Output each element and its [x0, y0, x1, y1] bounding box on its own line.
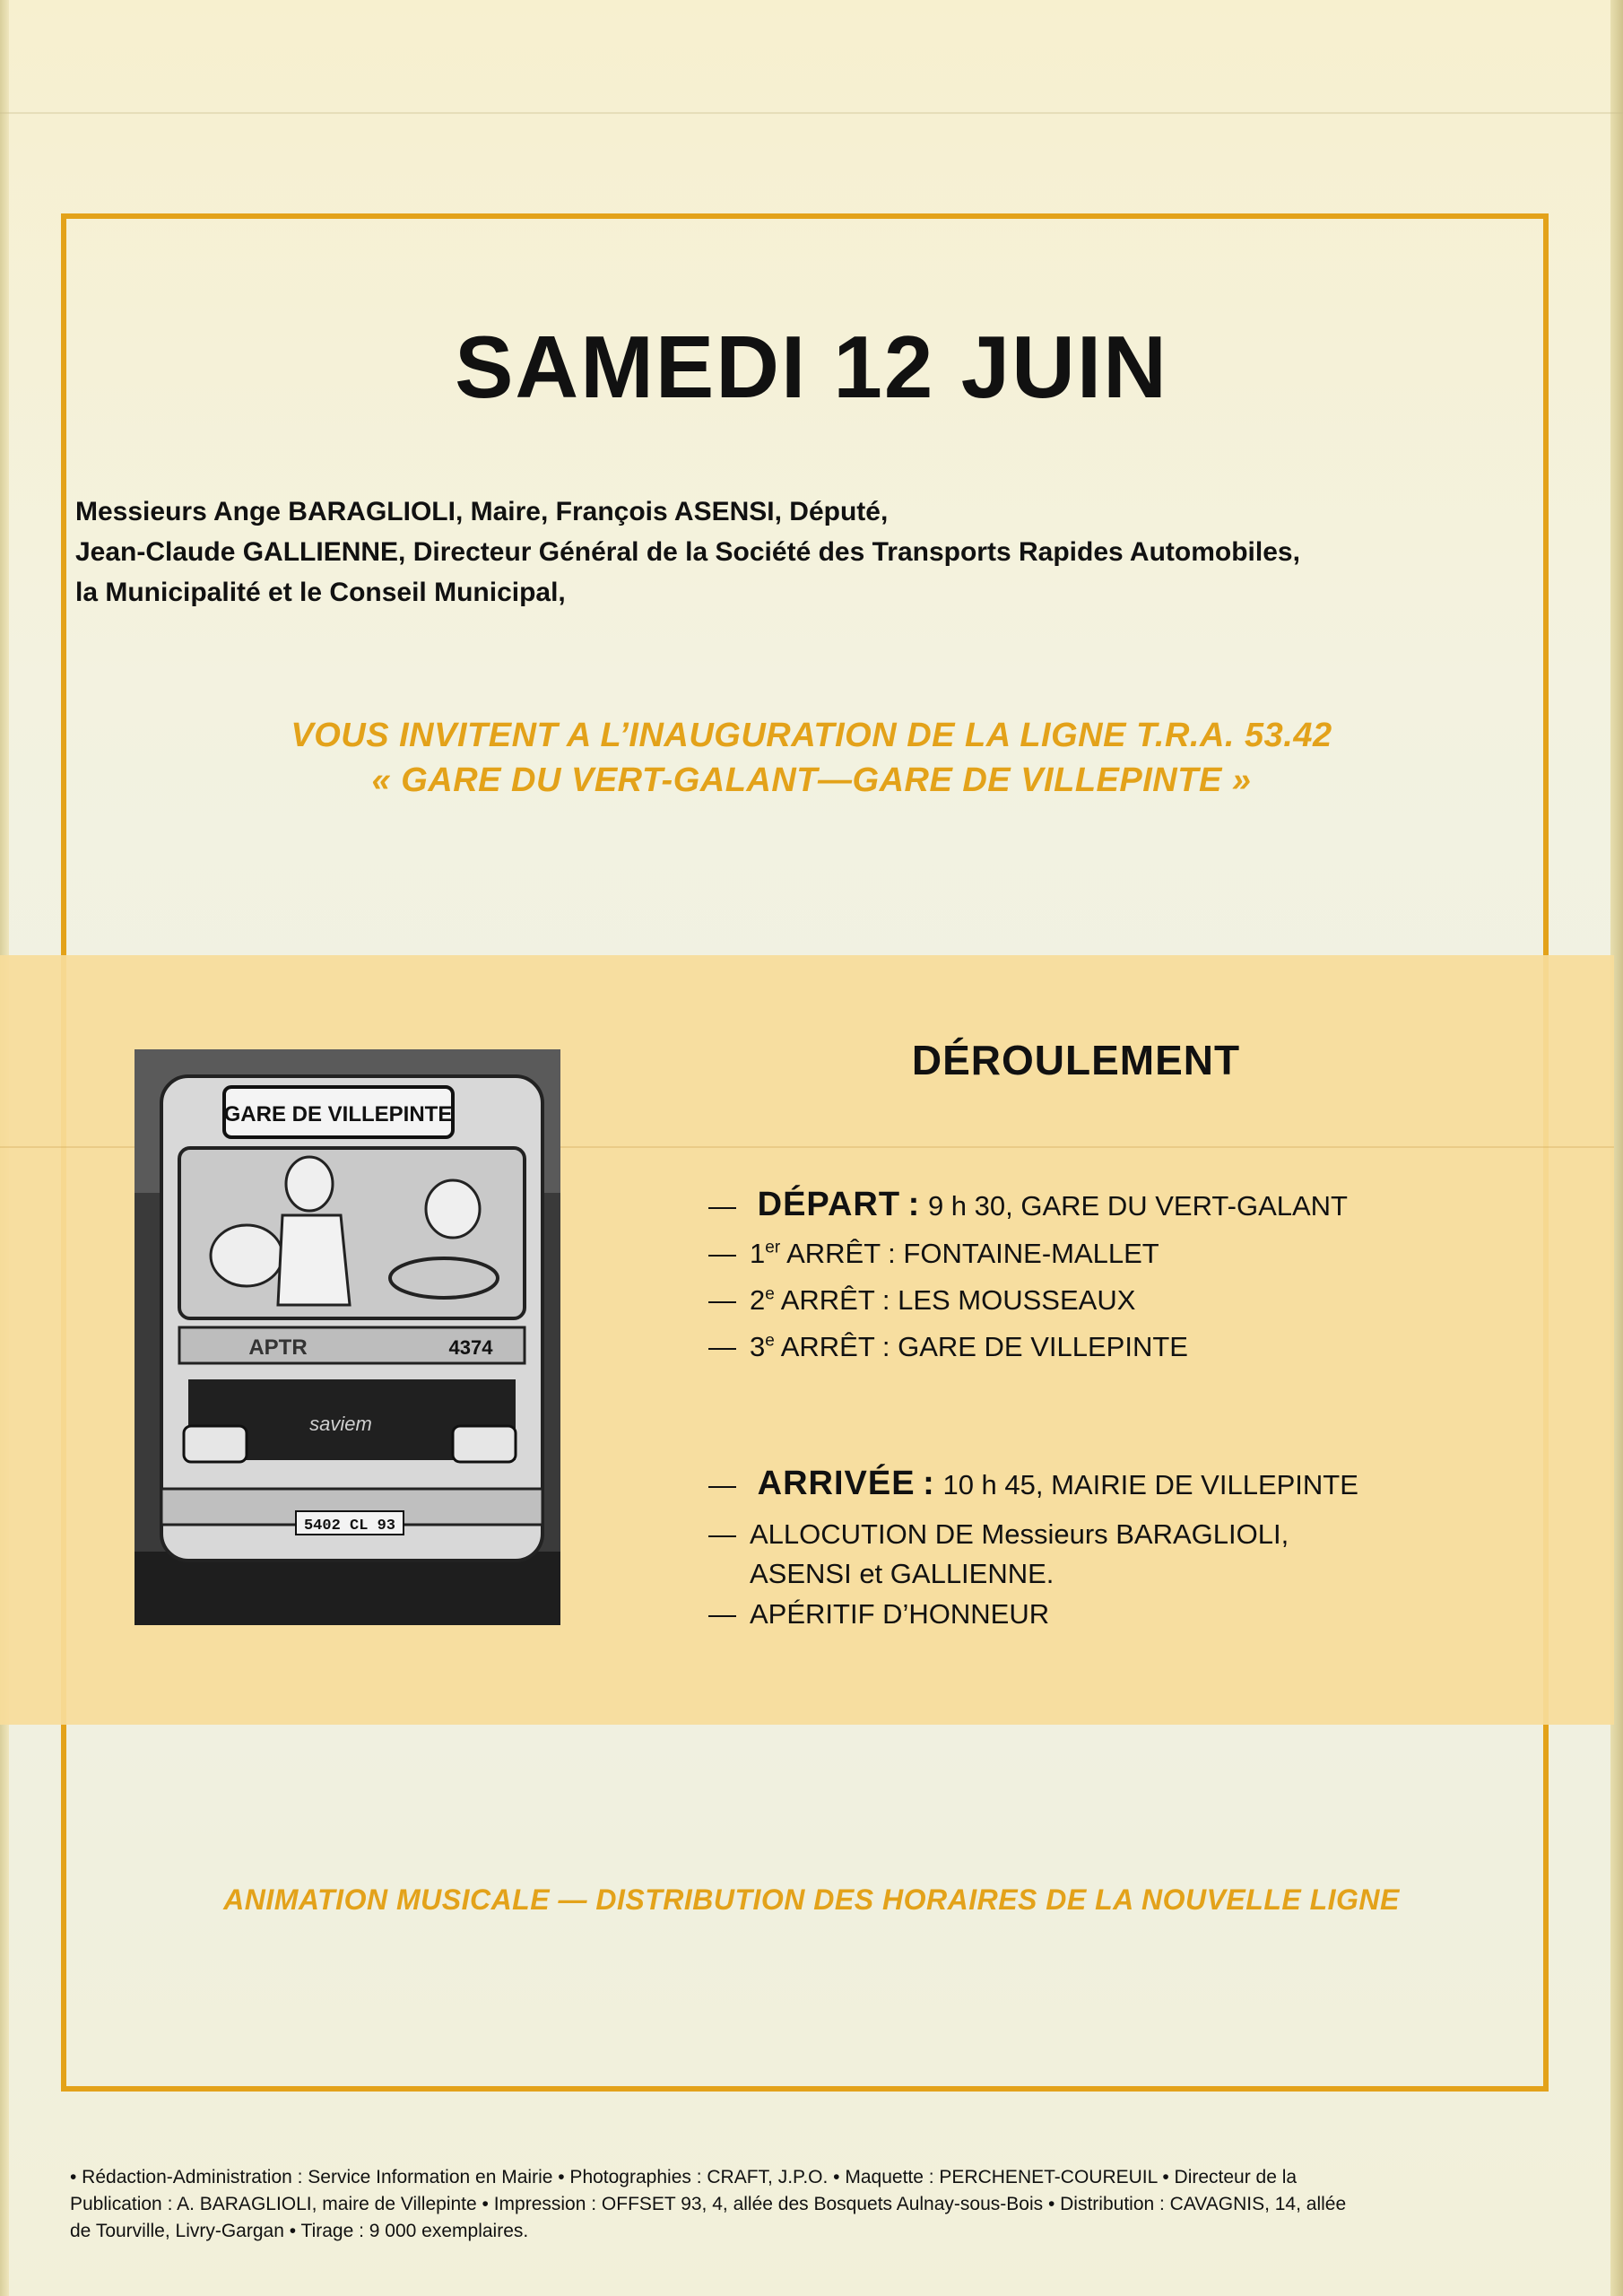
step-detail: 9 h 30, GARE DU VERT-GALANT	[927, 1190, 1348, 1222]
stop-ordinal-suffix: er	[765, 1238, 781, 1257]
step-label: DÉPART	[757, 1186, 901, 1223]
credits-line: de Tourville, Livry-Gargan • Tirage : 9 000 exemplaires.	[70, 2221, 529, 2241]
step-dash: —	[708, 1518, 736, 1550]
credits-line: Publication : A. BARAGLIOLI, maire de Villepinte • Impression : OFFSET 93, 4, allée des Bosquets Aulnay-sous-Bois • Distribution : CAVAGNIS, 14, allée	[70, 2194, 1347, 2214]
aperitif-label: APÉRITIF D’HONNEUR	[750, 1598, 1050, 1630]
step-dash: —	[708, 1331, 736, 1362]
step-depart	[708, 1186, 1348, 1224]
step-dash: —	[708, 1469, 736, 1500]
stop-ordinal-suffix: e	[765, 1284, 775, 1304]
step-aperitif	[708, 1598, 1049, 1631]
stop-label: ARRÊT : FONTAINE-MALLET	[786, 1238, 1159, 1269]
fleet-number: 4374	[448, 1336, 493, 1359]
cartoon-man-head	[286, 1157, 333, 1211]
step-dash: —	[708, 1284, 736, 1316]
speech-line: ASENSI et GALLIENNE.	[750, 1558, 1055, 1589]
stop-ordinal: 1	[750, 1238, 766, 1269]
step-label: ARRIVÉE	[757, 1465, 916, 1502]
programme-heading: DÉROULEMENT	[911, 1037, 1241, 1083]
page-title: SAMEDI 12 JUIN	[455, 317, 1168, 416]
step-speech-continued	[708, 1558, 1054, 1590]
hosts-line: Messieurs Ange BARAGLIOLI, Maire, François ASENSI, Député,	[75, 497, 889, 526]
stop-ordinal: 2	[750, 1284, 766, 1316]
bus-illustration	[135, 1049, 560, 1625]
speech-line: ALLOCUTION DE Messieurs BARAGLIOLI,	[750, 1518, 1289, 1550]
step-dash: —	[708, 1238, 736, 1269]
invitation-line: « GARE DU VERT-GALANT—GARE DE VILLEPINTE »	[371, 761, 1252, 799]
cartoon-man-body	[278, 1215, 350, 1305]
credits-line: • Rédaction-Administration : Service Information en Mairie • Photographies : CRAFT, J.P.O. • Maquette : PERCHENET-COUREUIL • Directeur de la	[70, 2167, 1298, 2187]
step-sep: :	[907, 1186, 921, 1223]
stop-label: ARRÊT : GARE DE VILLEPINTE	[780, 1331, 1188, 1362]
hosts-paragraph	[75, 491, 1546, 613]
license-plate-text: 5402 CL 93	[303, 1518, 396, 1535]
invitation-heading	[0, 713, 1623, 803]
headlight-right	[453, 1426, 516, 1462]
step-dash: —	[708, 1190, 736, 1222]
step-stop	[708, 1238, 1159, 1270]
stop-ordinal-suffix: e	[765, 1331, 775, 1351]
maker-logo: saviem	[309, 1413, 372, 1435]
credits	[70, 2164, 1541, 2245]
step-sep: :	[923, 1465, 935, 1502]
photo-ground	[135, 1552, 560, 1625]
hosts-line: la Municipalité et le Conseil Municipal,	[75, 578, 566, 607]
step-stop	[708, 1284, 1135, 1317]
step-stop	[708, 1331, 1188, 1363]
hosts-line: Jean-Claude GALLIENNE, Directeur Général de la Société des Transports Rapides Automobiles,	[75, 537, 1300, 567]
step-arrivee	[708, 1465, 1358, 1503]
stop-label: ARRÊT : LES MOUSSEAUX	[780, 1284, 1136, 1316]
bus-photo	[135, 1049, 560, 1625]
invitation-line: VOUS INVITENT A L’INAUGURATION DE LA LIGNE T.R.A. 53.42	[291, 717, 1332, 754]
operator-logo: APTR	[248, 1335, 308, 1360]
cartoon-driver-head	[426, 1180, 480, 1238]
step-detail: 10 h 45, MAIRIE DE VILLEPINTE	[942, 1469, 1358, 1500]
step-dash: —	[708, 1598, 736, 1630]
headlight-left	[184, 1426, 247, 1462]
cartoon-woman-head	[211, 1225, 282, 1286]
destination-sign-text: GARE DE VILLEPINTE	[223, 1102, 453, 1126]
stop-ordinal: 3	[750, 1331, 766, 1362]
animation-note: ANIMATION MUSICALE — DISTRIBUTION DES HORAIRES DE LA NOUVELLE LIGNE	[223, 1883, 1400, 1916]
fold-line	[0, 112, 1623, 114]
step-speech	[708, 1518, 1289, 1551]
